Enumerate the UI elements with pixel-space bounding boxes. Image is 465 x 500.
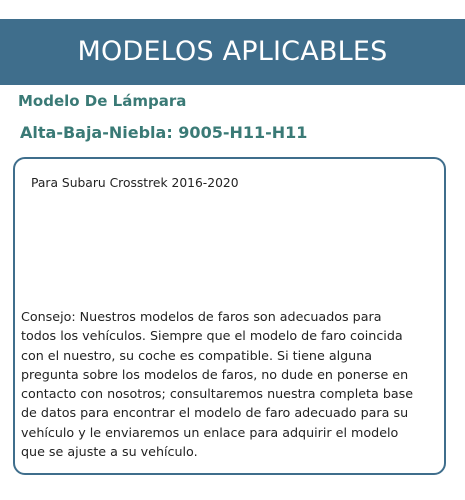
page-title: MODELOS APLICABLES — [77, 35, 388, 67]
tip-paragraph: Consejo: Nuestros modelos de faros son adecuados para todos los vehículos. Siempre que el modelo de faro coincida con el nuestro, su coche es compatible. Si tiene alguna pregunta sobre los modelos de faros, no dude en ponerse en contacto con nosotros; consultaremos nuestra completa base de datos para encontrar el modelo de faro adecuado para su vehículo y le enviaremos un enlace para adquirir el modelo que se ajuste a su vehículo. — [21, 309, 414, 460]
vehicle-compatibility-text: Para Subaru Crosstrek 2016-2020 — [31, 176, 239, 190]
compatibility-info-box — [13, 157, 446, 475]
header-banner — [0, 19, 465, 85]
lamp-model-value: Alta-Baja-Niebla: 9005-H11-H11 — [20, 123, 308, 142]
lamp-model-heading: Modelo De Lámpara — [18, 92, 187, 110]
